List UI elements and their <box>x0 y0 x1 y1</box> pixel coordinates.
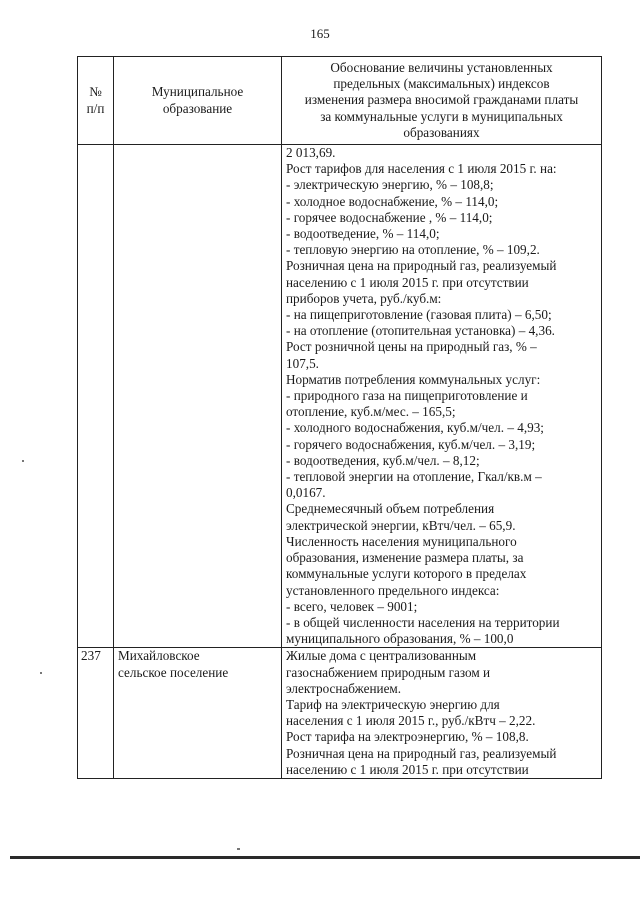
justification-line: - водоотведения, куб.м/чел. – 8,12; <box>286 452 480 468</box>
municipality-line: Михайловское <box>118 648 200 664</box>
header-municipality <box>114 57 282 145</box>
row-justification <box>282 648 602 779</box>
header-number-line: п/п <box>86 100 105 116</box>
justification-line: Розничная цена на природный газ, реализуемый <box>286 258 557 274</box>
table-row <box>78 145 602 648</box>
justification-line: - всего, человек – 9001; <box>286 598 418 614</box>
justification-line: Рост розничной цены на природный газ, % – <box>286 339 537 355</box>
justification-line: Норматив потребления коммунальных услуг: <box>286 371 541 387</box>
row-number: 237 <box>78 648 114 779</box>
justification-line: Жилые дома с централизованным <box>286 648 477 664</box>
justification-line: электроснабжением. <box>286 680 402 696</box>
scan-speck <box>40 672 42 674</box>
justification-line: Численность населения муниципального <box>286 533 517 549</box>
justification-line: электрической энергии, кВтч/чел. – 65,9. <box>286 517 516 533</box>
row-municipality <box>114 648 282 779</box>
justification-line: населению с 1 июля 2015 г. при отсутствии <box>286 761 529 777</box>
justification-line: населению с 1 июля 2015 г. при отсутствии <box>286 274 529 290</box>
justification-line: - в общей численности населения на территории <box>286 614 560 630</box>
header-justification-line: образованиях <box>403 124 480 140</box>
justification-line: - тепловой энергии на отопление, Гкал/кв.м – <box>286 469 542 485</box>
header-justification-line: Обоснование величины установленных <box>330 60 553 75</box>
justification-line: Рост тарифов для населения с 1 июля 2015 г. на: <box>286 161 557 177</box>
justification-line: - холодного водоснабжения, куб.м/чел. – 4,93; <box>286 420 544 436</box>
table-header-row <box>78 57 602 145</box>
justification-line: - на отопление (отопительная установка) – 4,36. <box>286 323 555 339</box>
header-justification-line: изменения размера вносимой гражданами платы <box>304 92 579 108</box>
justification-line: - водоотведение, % – 114,0; <box>286 226 440 242</box>
justification-line: 107,5. <box>286 355 319 371</box>
scan-speck <box>237 848 240 850</box>
justification-line: муниципального образования, % – 100,0 <box>286 631 514 647</box>
justification-line: Среднемесячный объем потребления <box>286 501 495 517</box>
scan-speck <box>22 460 24 462</box>
justification-line: - на пищеприготовление (газовая плита) – 6,50; <box>286 307 552 323</box>
header-number <box>78 57 114 145</box>
header-municipality-line: образование <box>162 100 233 116</box>
justification-line: - природного газа на пищеприготовление и <box>286 388 528 404</box>
justification-line: Тариф на электрическую энергию для <box>286 696 500 712</box>
justification-line: приборов учета, руб./куб.м: <box>286 290 442 306</box>
header-number-line: № <box>89 84 102 100</box>
justification-line: 2 013,69. <box>286 145 336 161</box>
justification-line: Розничная цена на природный газ, реализуемый <box>286 745 557 761</box>
justification-line: образования, изменение размера платы, за <box>286 550 524 566</box>
row-municipality <box>114 145 282 648</box>
tariff-table <box>77 56 602 779</box>
header-justification-line: за коммунальные услуги в муниципальных <box>320 108 563 124</box>
justification-line: отопление, куб.м/мес. – 165,5; <box>286 404 456 420</box>
page-number: 165 <box>310 26 330 41</box>
header-municipality-line: Муниципальное <box>151 84 244 100</box>
justification-line: установленного предельного индекса: <box>286 582 500 598</box>
header-justification <box>282 57 602 145</box>
page-bottom-rule <box>10 856 640 859</box>
justification-line: населения с 1 июля 2015 г., руб./кВтч – 2,22. <box>286 713 536 729</box>
row-number <box>78 145 114 648</box>
justification-line: - горячего водоснабжения, куб.м/чел. – 3,19; <box>286 436 536 452</box>
row-justification <box>282 145 602 648</box>
justification-line: коммунальные услуги которого в пределах <box>286 566 527 582</box>
justification-line: - холодное водоснабжение, % – 114,0; <box>286 193 499 209</box>
justification-line: 0,0167. <box>286 485 326 501</box>
municipality-line: сельское поселение <box>118 664 229 680</box>
justification-line: - горячее водоснабжение , % – 114,0; <box>286 209 493 225</box>
justification-line: - электрическую энергию, % – 108,8; <box>286 177 494 193</box>
justification-line: - тепловую энергию на отопление, % – 109,2. <box>286 242 540 258</box>
justification-line: газоснабжением природным газом и <box>286 664 491 680</box>
header-justification-line: предельных (максимальных) индексов <box>333 76 550 92</box>
justification-line: Рост тарифа на электроэнергию, % – 108,8. <box>286 729 529 745</box>
table-row <box>78 648 602 779</box>
